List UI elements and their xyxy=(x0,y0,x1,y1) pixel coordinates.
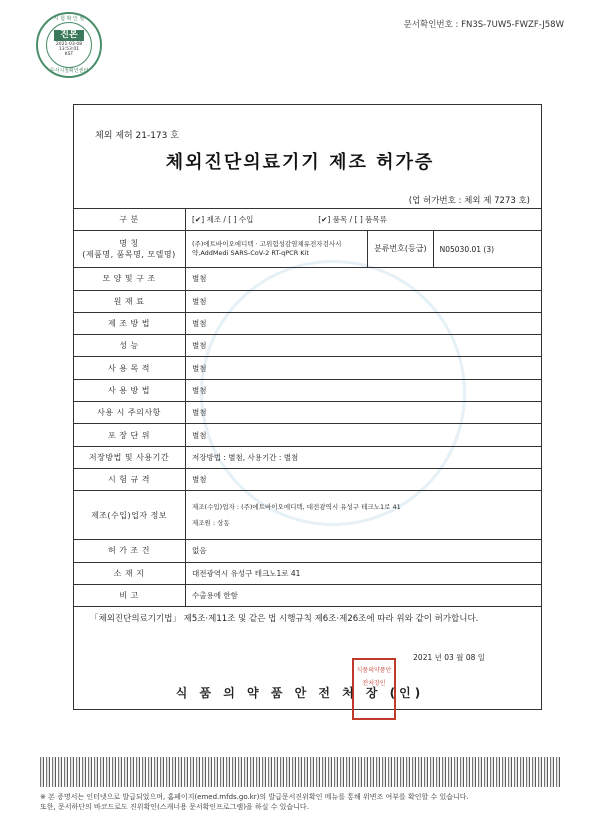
name-sublabel: (제품명, 품목명, 모델명) xyxy=(82,250,176,260)
row-label: 시 험 규 격 xyxy=(73,468,186,490)
row-value: 별첨 xyxy=(186,424,543,446)
row-value xyxy=(186,209,543,231)
row-label: 포 장 단 위 xyxy=(73,424,186,446)
seal-tz: KST xyxy=(64,52,74,57)
footer-note xyxy=(40,792,570,812)
footer-line: ※ 본 증명서는 인터넷으로 발급되었으며, 홈페이지(emed.mfds.go.kr)의 발급문서진위확인 메뉴를 통해 위변조 여부를 확인할 수 있습니다. xyxy=(40,793,469,801)
table-row xyxy=(73,584,542,606)
permit-number: 체외 제허 21-173 호 xyxy=(95,131,179,141)
category-type: [✔] 제조 / [ ] 수입 xyxy=(192,215,254,225)
seal-ring-bottom: 문서시점확인센터 xyxy=(49,68,89,74)
license-number: (업 허가번호 : 체외 제 7273 호) xyxy=(408,196,530,206)
table-row xyxy=(73,209,542,231)
document-id: 문서확인번호 : FN3S-7UW5-FWZF-J58W xyxy=(403,20,564,30)
table-row xyxy=(73,540,542,562)
row-value: 별첨 xyxy=(186,335,543,357)
legal-statement: 「체외진단의료기기법」 제5조·제11조 및 같은 법 시행규칙 제6조·제26조에 따라 위와 같이 허가합니다. xyxy=(90,614,479,624)
footer-line: 또한, 문서하단의 바코드로도 진위확인(스캐너용 문서확인프로그램)을 하실 수 있습니다. xyxy=(40,803,309,811)
row-label: 사용 시 주의사항 xyxy=(73,402,186,424)
table-row xyxy=(73,312,542,334)
row-label xyxy=(73,231,186,268)
table-row xyxy=(73,379,542,401)
product-name: (주)에트바이오에디텍 · 고위험성감염체유전자검사시약,AddMedi SARS-CoV-2 RT-qPCR Kit xyxy=(192,240,342,258)
row-label: 저장방법 및 사용기간 xyxy=(73,446,186,468)
table-row xyxy=(73,491,542,540)
classification-number: N05030.01 (3) xyxy=(439,244,495,254)
verification-seal xyxy=(36,12,102,78)
row-label: 사 용 방 법 xyxy=(73,379,186,401)
row-value: 저장방법 : 별첨, 사용기간 : 별첨 xyxy=(186,446,543,468)
row-value: 별첨 xyxy=(186,357,543,379)
row-label: 소 재 지 xyxy=(73,562,186,584)
row-value: 별첨 xyxy=(186,402,543,424)
row-label: 성 능 xyxy=(73,335,186,357)
classification-label: 분류번호(등급) xyxy=(367,231,434,267)
table-row xyxy=(73,402,542,424)
row-value xyxy=(186,491,543,540)
table-row xyxy=(73,468,542,490)
issue-date: 2021 년 03 월 08 일 xyxy=(413,653,485,662)
table-row xyxy=(73,290,542,312)
manufacturer-info: 제조(수입)업자 : (주)에트바이오에디텍, 대전광역시 유성구 테크노1로 41 xyxy=(192,503,401,512)
seal-date: 2021-03-08 xyxy=(55,42,83,47)
row-label: 원 재 료 xyxy=(73,290,186,312)
manufacturing-site: 제조원 : 상동 xyxy=(192,519,230,528)
category-scope: [✔] 품목 / [ ] 품목류 xyxy=(318,215,387,225)
row-value: 별첨 xyxy=(186,268,543,290)
row-value: 수출용에 한함 xyxy=(186,584,543,606)
row-label: 모 양 및 구 조 xyxy=(73,268,186,290)
issuer-name: 식 품 의 약 품 안 전 처 장 (인) xyxy=(175,686,425,700)
row-value: 별첨 xyxy=(186,379,543,401)
row-value xyxy=(186,231,543,268)
row-label: 제 조 방 법 xyxy=(73,312,186,334)
seal-big-text: 진본 xyxy=(54,30,84,41)
permit-table xyxy=(73,208,542,607)
table-row xyxy=(73,268,542,290)
page-title: 체외진단의료기기 제조 허가증 xyxy=(165,152,435,173)
row-value: 별첨 xyxy=(186,290,543,312)
official-stamp: 식품의약품안전처장인 xyxy=(352,658,396,720)
table-row xyxy=(73,357,542,379)
table-row xyxy=(73,446,542,468)
barcode-band xyxy=(40,757,560,787)
row-label: 허 가 조 건 xyxy=(73,540,186,562)
table-row xyxy=(73,231,542,268)
seal-time: 13:53:01 xyxy=(58,47,80,52)
table-row xyxy=(73,335,542,357)
row-label: 비 고 xyxy=(73,584,186,606)
row-value: 별첨 xyxy=(186,312,543,334)
row-value: 없음 xyxy=(186,540,543,562)
row-value: 별첨 xyxy=(186,468,543,490)
table-row xyxy=(73,562,542,584)
row-label: 제조(수입)업자 정보 xyxy=(73,491,186,540)
row-label: 사 용 목 적 xyxy=(73,357,186,379)
seal-ring-top: 시 험 확 인 필 xyxy=(53,16,85,22)
name-label: 명 칭 xyxy=(119,239,139,249)
row-label: 구 분 xyxy=(73,209,186,231)
row-value: 대전광역시 유성구 테크노1로 41 xyxy=(186,562,543,584)
table-row xyxy=(73,424,542,446)
